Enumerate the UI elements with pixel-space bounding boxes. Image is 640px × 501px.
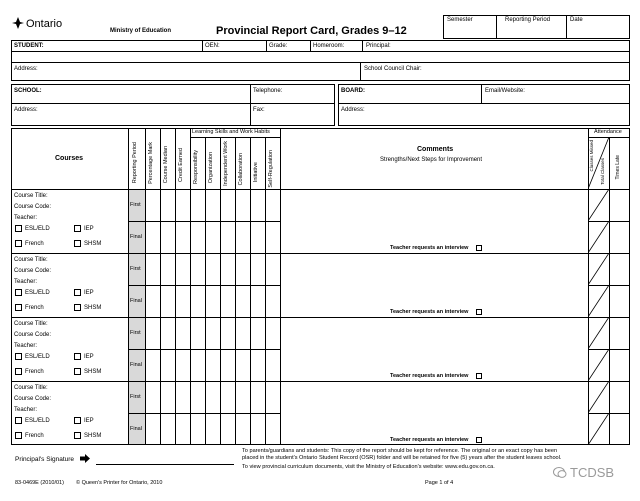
esl-eld-label: ESL/ELD xyxy=(25,418,50,424)
classes-missed-diagonal xyxy=(588,381,609,413)
classes-missed-diagonal xyxy=(588,189,609,221)
iep-checkbox[interactable] xyxy=(74,353,81,360)
first-period-label: First xyxy=(130,394,141,400)
date-label: Date xyxy=(570,17,583,23)
comments-header: Comments xyxy=(417,146,454,153)
classes-missed-diagonal xyxy=(588,253,609,285)
self-regulation-header: Self-Regulation xyxy=(268,150,274,188)
french-label: French xyxy=(25,241,44,247)
first-period-label: First xyxy=(130,266,141,272)
esl-eld-label: ESL/ELD xyxy=(25,226,50,232)
courses-table xyxy=(11,128,630,445)
french-checkbox[interactable] xyxy=(15,240,22,247)
board-info-box xyxy=(338,84,630,126)
esl-eld-label: ESL/ELD xyxy=(25,354,50,360)
teacher-label: Teacher: xyxy=(14,215,38,221)
french-label: French xyxy=(25,369,44,375)
shsm-label: SHSM xyxy=(84,369,102,375)
shsm-label: SHSM xyxy=(84,433,102,439)
signature-line xyxy=(96,464,234,465)
school-address-label: Address: xyxy=(14,107,38,113)
oen-label: OEN: xyxy=(205,43,220,49)
course-code-label: Course Code: xyxy=(14,396,52,402)
telephone-label: Telephone: xyxy=(253,88,283,94)
copyright: © Queen's Printer for Ontario, 2010 xyxy=(76,480,163,486)
council-chair-label: School Council Chair: xyxy=(364,66,422,72)
trillium-icon xyxy=(11,16,25,30)
iep-checkbox[interactable] xyxy=(74,225,81,232)
times-late-header: Times Late xyxy=(615,155,621,180)
final-period-label: Final xyxy=(130,362,142,368)
esl-eld-checkbox[interactable] xyxy=(15,225,22,232)
reporting-period-header: Reporting Period xyxy=(132,142,138,184)
esl-eld-checkbox[interactable] xyxy=(15,353,22,360)
final-period-label: Final xyxy=(130,298,142,304)
teacher-label: Teacher: xyxy=(14,343,38,349)
iep-checkbox[interactable] xyxy=(74,289,81,296)
course-title-label: Course Title: xyxy=(14,257,48,263)
french-label: French xyxy=(25,433,44,439)
notice-line-3: To view provincial curriculum documents, visit the Ministry of Education's website: www.edu.gov.on.ca. xyxy=(242,464,495,470)
student-label: STUDENT: xyxy=(14,43,44,49)
board-label: BOARD: xyxy=(341,88,365,94)
form-number: 83-0469E (2010/01) xyxy=(15,480,64,486)
french-checkbox[interactable] xyxy=(15,368,22,375)
notice-line-2: placed in the student's Ontario Student Record (OSR) folder and will be retained for five (5) years after the student leaves school. xyxy=(242,455,562,461)
homeroom-label: Homeroom: xyxy=(313,43,345,49)
classes-missed-diagonal xyxy=(588,285,609,317)
interview-request-label: Teacher requests an interview xyxy=(390,309,469,315)
percentage-mark-header: Percentage Mark xyxy=(148,142,154,184)
ontario-logo xyxy=(11,14,71,34)
classes-missed-diagonal xyxy=(588,221,609,253)
shsm-checkbox[interactable] xyxy=(74,304,81,311)
classes-missed-diagonal xyxy=(588,317,609,349)
fax-label: Fax: xyxy=(253,107,265,113)
brand-text: Ontario xyxy=(26,18,63,30)
interview-request-checkbox[interactable] xyxy=(476,373,482,379)
board-address-label: Address: xyxy=(341,107,365,113)
collaboration-header: Collaboration xyxy=(238,153,244,186)
arrow-right-icon xyxy=(80,454,90,463)
chat-bubble-icon xyxy=(553,467,567,479)
shsm-label: SHSM xyxy=(84,305,102,311)
first-period-label: First xyxy=(130,202,141,208)
iep-label: IEP xyxy=(84,418,94,424)
organization-header: Organization xyxy=(208,152,214,184)
teacher-label: Teacher: xyxy=(14,407,38,413)
teacher-label: Teacher: xyxy=(14,279,38,285)
interview-request-label: Teacher requests an interview xyxy=(390,373,469,379)
school-label: SCHOOL: xyxy=(14,88,42,94)
total-classes-header: Total Classes xyxy=(600,158,605,185)
french-checkbox[interactable] xyxy=(15,304,22,311)
interview-request-checkbox[interactable] xyxy=(476,245,482,251)
responsibility-header: Responsibility xyxy=(193,150,199,184)
interview-request-label: Teacher requests an interview xyxy=(390,245,469,251)
course-median-header: Course Median xyxy=(163,146,169,184)
shsm-label: SHSM xyxy=(84,241,102,247)
attendance-header: Attendance xyxy=(594,129,622,135)
page-title: Provincial Report Card, Grades 9–12 xyxy=(216,25,407,37)
email-label: Email/Website: xyxy=(485,88,525,94)
first-period-label: First xyxy=(130,330,141,336)
esl-eld-label: ESL/ELD xyxy=(25,290,50,296)
initiative-header: Initiative xyxy=(253,162,259,183)
final-period-label: Final xyxy=(130,426,142,432)
course-title-label: Course Title: xyxy=(14,193,48,199)
french-checkbox[interactable] xyxy=(15,432,22,439)
grade-label: Grade: xyxy=(269,43,288,49)
interview-request-label: Teacher requests an interview xyxy=(390,437,469,443)
comments-subheader: Strengths/Next Steps for Improvement xyxy=(380,157,483,163)
ministry-label: Ministry of Education xyxy=(110,28,172,34)
course-title-label: Course Title: xyxy=(14,321,48,327)
shsm-checkbox[interactable] xyxy=(74,240,81,247)
esl-eld-checkbox[interactable] xyxy=(15,417,22,424)
course-title-label: Course Title: xyxy=(14,385,48,391)
interview-request-checkbox[interactable] xyxy=(476,437,482,443)
esl-eld-checkbox[interactable] xyxy=(15,289,22,296)
notice-line-1: To parents/guardians and students: This copy of the report should be kept for reference. The original or an exact copy has been xyxy=(242,448,558,454)
course-code-label: Course Code: xyxy=(14,268,52,274)
iep-label: IEP xyxy=(84,226,94,232)
shsm-checkbox[interactable] xyxy=(74,368,81,375)
final-period-label: Final xyxy=(130,234,142,240)
student-address-label: Address: xyxy=(14,66,38,72)
classes-missed-diagonal xyxy=(588,349,609,381)
reporting-period-label: Reporting Period xyxy=(505,17,551,23)
page-number: Page 1 of 4 xyxy=(425,480,454,486)
classes-missed-header: Classes Missed xyxy=(589,140,594,172)
semester-label: Semester xyxy=(447,17,473,23)
watermark-text: TCDSB xyxy=(570,465,615,480)
school-info-box xyxy=(11,84,335,126)
french-label: French xyxy=(25,305,44,311)
course-code-label: Course Code: xyxy=(14,204,52,210)
principal-label: Principal: xyxy=(366,43,391,49)
independent-work-header: Independent Work xyxy=(223,141,229,186)
courses-header: Courses xyxy=(55,155,84,162)
classes-missed-diagonal xyxy=(588,413,609,445)
course-code-label: Course Code: xyxy=(14,332,52,338)
iep-checkbox[interactable] xyxy=(74,417,81,424)
shsm-checkbox[interactable] xyxy=(74,432,81,439)
credit-earned-header: Credit Earned xyxy=(178,148,184,182)
interview-request-checkbox[interactable] xyxy=(476,309,482,315)
iep-label: IEP xyxy=(84,354,94,360)
signature-label: Principal's Signature xyxy=(15,456,75,463)
learning-skills-header: Learning Skills and Work Habits xyxy=(192,129,270,135)
iep-label: IEP xyxy=(84,290,94,296)
